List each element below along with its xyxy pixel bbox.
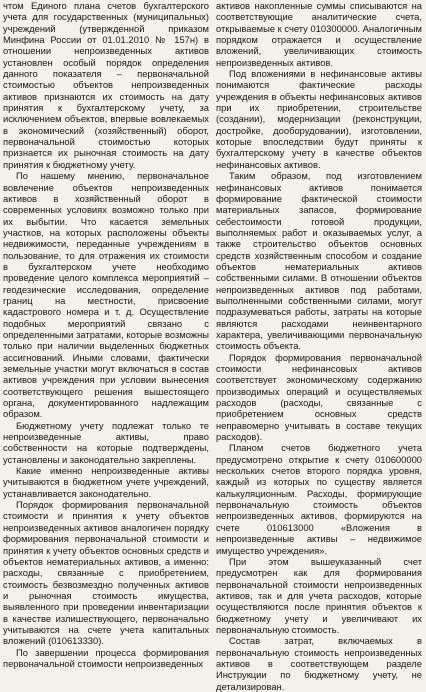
paragraph: Какие именно непроизведенные активы учитываются в бюджетном учете учреждений, устанавливается законодательно. [3, 465, 209, 499]
paragraph: Таким образом, под изготовлением нефинансовых активов понимается формирование фактической стоимости материальных запасов, формирование себестоимости готовой продукции, выполняемых работ и оказываемых услуг, а также строительство объектов основных средств хозяйственным способом и создание объектов нематериальных активов собственными силами. В отношении объектов непроизведенных активов под работами, выполненными собственными силами, могут подразумеваться работы, затраты на которые являются расходами неинвентарного характера, увеличивающими первоначальную стоимость объекта. [216, 170, 422, 352]
paragraph: Под вложениями в нефинансовые активы понимаются фактические расходы учреждения в объекты нефинансовых активов при их приобретении, строительстве (создании), модернизации (реконструкции, достройке, дооборудовании), изготовлении, которые впоследствии будут приняты к бухгалтерскому учету в качестве объектов нефинансовых активов. [216, 68, 422, 170]
paragraph: Порядок формирования первоначальной стоимости и принятия к учету объектов непроизведенных активов аналогичен порядку формирования первоначальной стоимости и принятия к учету объектов основных средств и объектов нематериальных активов, а именно: расходы, связанные с приобретением, стоимость безвозмездно полученных активов и рыночная стоимость имущества, выявленного при проведении инвентаризации в качестве излишествующего, первоначально учитываются на счете учета капитальных вложений (010613330). [3, 499, 209, 647]
paragraph: Порядок формирования первоначальной стоимости нефинансовых активов соответствует экономическому содержанию производимых операций и осуществляемых расходов (расходы, связанные с приобретением основных средств неправомерно учитывать в составе текущих расходов). [216, 351, 422, 443]
paragraph: По завершении процесса формирования первоначальной стоимости непроизведенных [3, 646, 209, 669]
paragraph: При этом вышеуказанный счет предусмотрен как для формирования первоначальной стоимости непроизведенных активов, так и для учета расходов, которые осуществляются после принятия объектов к бюджетному учету и увеличивают их первоначальную стоимость. [216, 555, 422, 635]
paragraph: чтом Единого плана счетов бухгалтерского учета для государственных (муниципальных) учреждений (утвержденной приказом Минфина России от 01.01.2010 № 157н) в отношении непроизведенных активов установлен особый порядок определения данного показателя – первоначальной стоимостью объектов непроизведенных активов признаются их стоимость на дату принятия к бухгалтерскому учету, за исключением объектов, впервые вовлекаемых в экономический (хозяйственный) оборот, первоначальной стоимостью которых признается их рыночная стоимость на дату принятия к бюджетному учету. [3, 0, 209, 170]
paragraph: Состав затрат, включаемых в первоначальную стоимость непроизведенных активов в соответствующем разделе Инструкции по бюджетному учету, не детализирован. [216, 635, 422, 692]
paragraph: Бюджетному учету подлежат только те непроизведенные активы, право собственности на которые подтверждены, установлены и законодательно закреплены. [3, 419, 209, 465]
right-text-column [216, 0, 422, 692]
paragraph: Планом счетов бюджетного учета предусмотрено открытие к счету 010600000 нескольких счетов второго порядка уровня, каждый из которых по существу является калькуляционным. Расходы, формирующие первоначальную стоимость объектов непроизведенных активов, формируются на счете 010613000 «Вложения в непроизведенные активы – недвижимое имущество учреждения». [216, 442, 422, 556]
paragraph: активов накопленные суммы списываются на соответствующие аналитические счета, открываемые к счету 010300000. Аналогичным порядком отражается и осуществление вложений, увеличивающих стоимость непроизведенных активов. [216, 0, 422, 68]
paragraph: По нашему мнению, первоначальное вовлечение объектов непроизведенных активов в хозяйственный оборот в современных условиях возможно только при их выбытии. Что касается земельных участков, на которых расположены объекты недвижимости, переданные учреждениям в пользование, то для отражения их стоимости в бухгалтерском учете необходимо проведение целого комплекса мероприятий – геодезические исследования, определение границ на местности, присвоение кадастрового номера и т. д. Осуществление подобных мероприятий связано с определенными затратами, которые возможны только при наличии выделенных бюджетных ассигнований. Иными словами, фактически земельные участки могут включаться в состав активов учреждения при условии вынесения соответствующего решения вышестоящего органа, документированного надлежащим образом. [3, 170, 209, 420]
left-text-column [3, 0, 209, 669]
